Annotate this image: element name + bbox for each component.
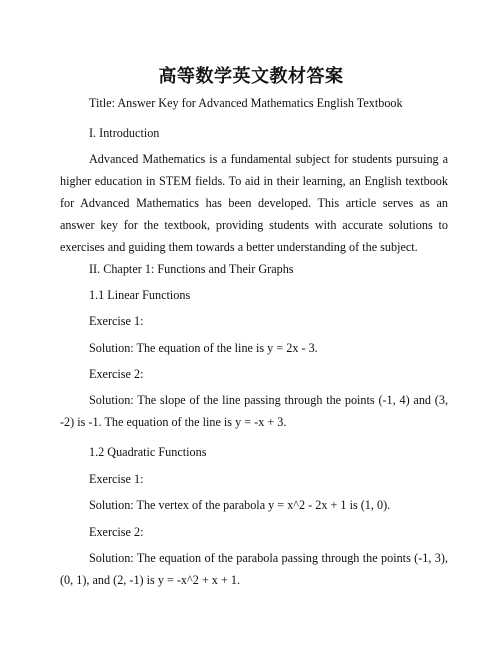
subsection-heading-quadratic-functions: 1.2 Quadratic Functions — [89, 445, 207, 459]
intro-paragraph: Advanced Mathematics is a fundamental subject for students pursuing a higher education in STEM fields. To aid in their learning, an English textbook for Advanced Mathematics has been developed. This article serves as an answer key for the textbook, providing students with accurate solutions to exercises and guiding them towards a better understanding of the subject. — [60, 152, 448, 254]
exercise-label: Exercise 2: — [89, 367, 144, 381]
exercise-label: Exercise 1: — [89, 314, 144, 328]
exercise-label: Exercise 1: — [89, 472, 144, 486]
exercise-label: Exercise 2: — [89, 525, 144, 539]
page-title: 高等数学英文教材答案 — [158, 66, 344, 87]
exercise-solution: Solution: The equation of the parabola passing through the points (-1, 3), (0, 1), and (2, -1) is y = -x^2 + x + 1. — [60, 551, 448, 587]
exercise-solution: Solution: The equation of the line is y = 2x - 3. — [89, 341, 318, 355]
exercise-solution: Solution: The slope of the line passing through the points (-1, 4) and (3, -2) is -1. The equation of the line is y = -x + 3. — [60, 393, 448, 429]
subsection-heading-linear-functions: 1.1 Linear Functions — [89, 288, 191, 302]
exercise-solution: Solution: The vertex of the parabola y = x^2 - 2x + 1 is (1, 0). — [89, 498, 391, 512]
section-heading-chapter-1: II. Chapter 1: Functions and Their Graphs — [89, 262, 294, 276]
section-heading-introduction: I. Introduction — [89, 126, 160, 140]
document-title-line: Title: Answer Key for Advanced Mathematics English Textbook — [89, 96, 403, 110]
